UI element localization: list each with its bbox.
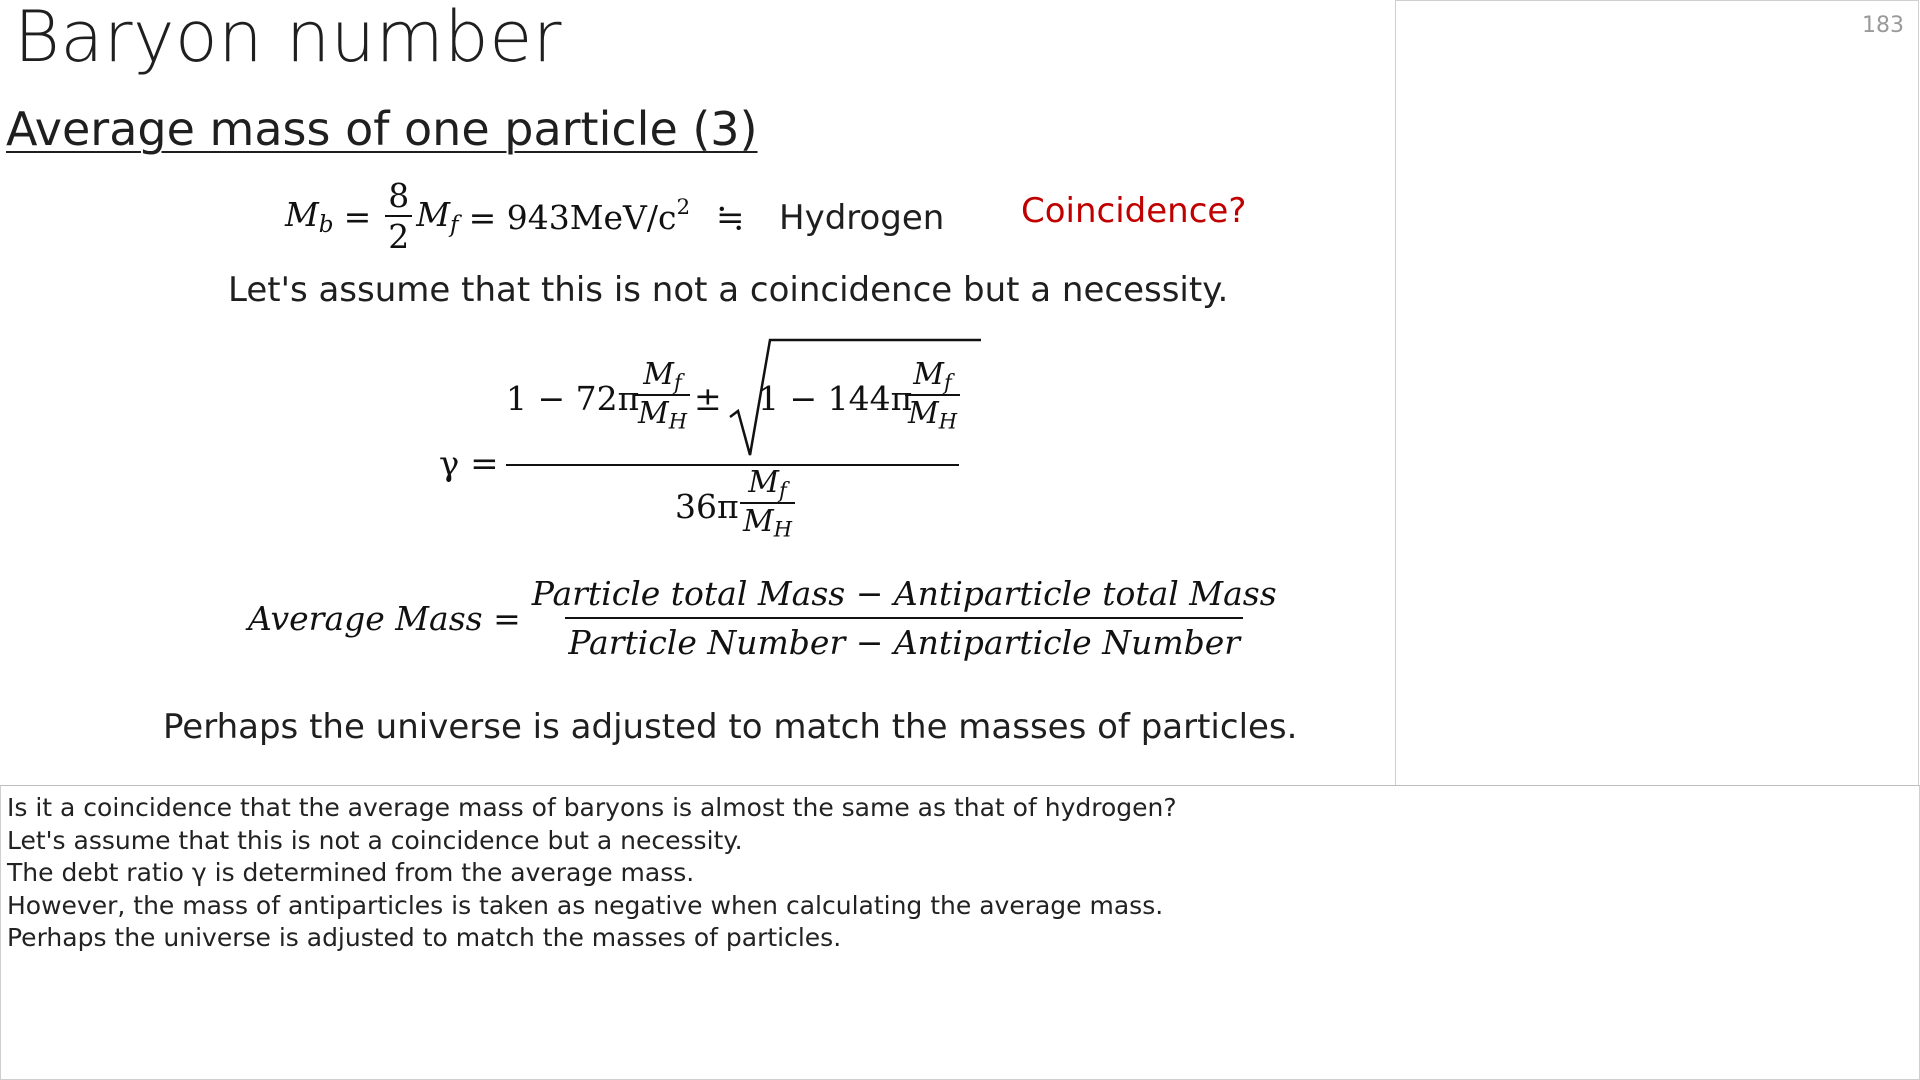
mf-over-mh-2: $\frac{M_f}{M_H}$ xyxy=(905,357,960,434)
baryon-mass-equation xyxy=(285,176,690,256)
average-mass-equation xyxy=(248,574,1284,662)
approx-equal-symbol: ≒ xyxy=(716,198,745,238)
notes-line: Perhaps the universe is adjusted to match the masses of particles. xyxy=(7,923,842,952)
notes-line: Let's assume that this is not a coincidence but a necessity. xyxy=(7,825,743,855)
term-144pi: 1 − 144π xyxy=(758,379,913,418)
slide-title: Baryon number xyxy=(14,0,563,78)
mb-symbol: $M_b$ xyxy=(285,194,334,238)
gamma-lhs: γ = xyxy=(439,444,499,484)
slide-subtitle: Average mass of one particle (3) xyxy=(6,102,758,156)
assume-text: Let's assume that this is not a coincidence but a necessity. xyxy=(228,270,1229,310)
plus-minus: ± xyxy=(694,379,722,418)
coincidence-label: Coincidence? xyxy=(1021,191,1247,231)
average-mass-lhs: Average Mass = xyxy=(248,598,521,638)
equals-sign: = xyxy=(343,196,372,236)
average-mass-denominator: Particle Number − Antiparticle Number xyxy=(565,617,1243,662)
mf-symbol: $M_f$ xyxy=(416,194,459,238)
hydrogen-label: Hydrogen xyxy=(779,198,945,238)
average-mass-numerator: Particle total Mass − Antiparticle total Mass xyxy=(531,574,1277,613)
term-36pi: 36π xyxy=(675,487,739,526)
page-number: 183 xyxy=(1862,13,1904,38)
slide-side-panel xyxy=(1395,0,1919,785)
average-mass-fraction xyxy=(529,574,1280,662)
mf-over-mh-3: $\frac{M_f}{M_H}$ xyxy=(740,465,795,542)
mass-value: = $943MeV/c^2$ xyxy=(468,195,691,237)
notes-line: However, the mass of antiparticles is taken as negative when calculating the average mass. xyxy=(7,890,1164,920)
main-fraction-bar xyxy=(506,464,959,466)
mf-over-mh-1: $\frac{M_f}{M_H}$ xyxy=(635,357,690,434)
term-72pi: 1 − 72π xyxy=(506,379,640,418)
notes-line: Is it a coincidence that the average mass of baryons is almost the same as that of hydrogen? xyxy=(7,793,1177,822)
gamma-equation xyxy=(437,337,977,557)
speaker-notes[interactable] xyxy=(0,785,1920,1080)
notes-line: The debt ratio γ is determined from the average mass. xyxy=(7,858,695,887)
perhaps-text: Perhaps the universe is adjusted to match the masses of particles. xyxy=(163,707,1298,747)
fraction-8-over-2: $\frac{8}{2}$ xyxy=(385,176,412,256)
